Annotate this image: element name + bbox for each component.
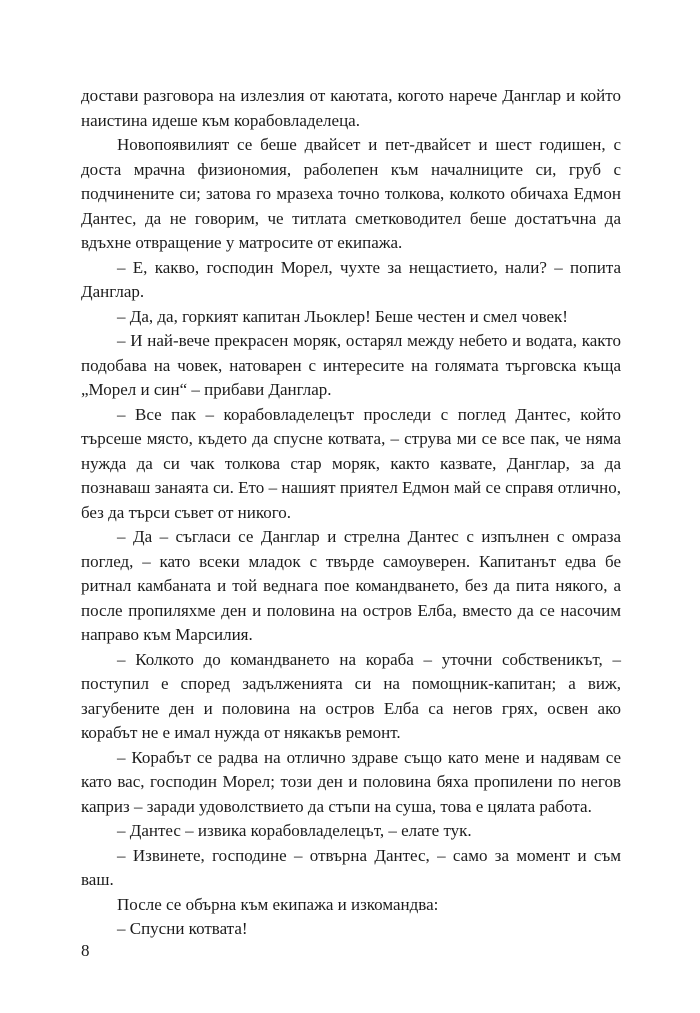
paragraph: – И най-вече прекрасен моряк, остарял между небето и водата, както подобава на човек, натоварен с интересите на голямата търговска къща „Морел и син“ – прибави Данглар. bbox=[81, 331, 621, 399]
paragraph: – Да, да, горкият капитан Льоклер! Беше честен и смел човек! bbox=[117, 306, 568, 326]
paragraph: – Да – съгласи се Данглар и стрелна Дантес с изпълнен с омраза поглед, – като всеки младок с твърде самоуверен. Капитанът едва бе ритнал камбаната и той веднага пое командването, без да пита някого, а после пропиляхме ден и половина на остров Елба, вместо да се насочим направо към Марсилия. bbox=[81, 527, 621, 644]
paragraph: – Дантес – извика корабовладелецът, – елате тук. bbox=[117, 821, 472, 840]
page-number: 8 bbox=[81, 941, 90, 960]
body-text bbox=[81, 84, 621, 942]
paragraph: – Е, какво, господин Морел, чухте за нещастието, нали? – попита Данглар. bbox=[81, 257, 621, 301]
paragraph: Новопоявилият се беше двайсет и пет-двайсет и шест годишен, с доста мрачна физиономия, раболепен към началниците си, груб с подчинените си; затова го мразеха точно толкова, колкото обичаха Едмон Дантес, да не говорим, че титлата сметководител беше достатъчна да вдъхне отвращение у матросите от екипажа. bbox=[81, 135, 621, 252]
paragraph: – Все пак – корабовладелецът проследи с поглед Дантес, който търсеше място, където да спусне котвата, – струва ми се все пак, че няма нужда да си чак толкова стар моряк, както казвате, Данглар, за да познаваш занаята си. Ето – нашият приятел Едмон май се справя отлично, без да търси съвет от никого. bbox=[81, 404, 621, 522]
paragraph: – Колкото до командването на кораба – уточни собственикът, – поступил е според задълженията си на помощник-капитан; а виж, загубените ден и половина на остров Елба са негов грях, освен ако корабът не е имал нужда от някакъв ремонт. bbox=[81, 649, 621, 742]
paragraph: – Извинете, господине – отвърна Дантес, – само за момент и съм ваш. bbox=[81, 845, 621, 889]
paragraph: – Корабът се радва на отлично здраве също като мене и надявам се като вас, господин Морел; този ден и половина бяха пропилени по негов каприз – заради удоволствието да стъпи на суша, това е цялата работа. bbox=[81, 747, 621, 816]
paragraph: – Спусни котвата! bbox=[117, 919, 248, 938]
paragraph: После се обърна към екипажа и изкомандва: bbox=[117, 894, 439, 914]
paragraph: достави разговора на излезлия от каютата, когото нарече Данглар и който наистина идеше към корабовладелеца. bbox=[81, 86, 621, 130]
